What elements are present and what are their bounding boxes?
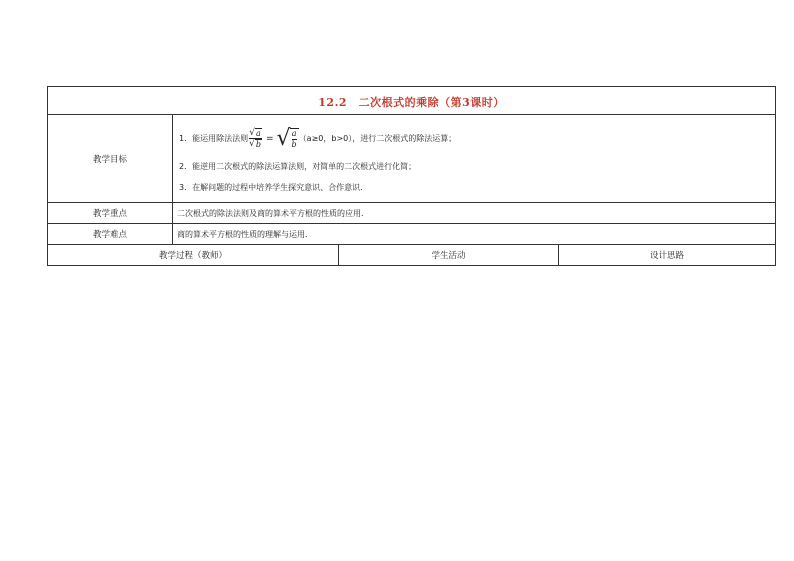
title-row: [48, 87, 776, 115]
division-formula-right: √ $\frac{a}{b}$: [276, 125, 297, 151]
difficulties-label: 教学难点: [48, 224, 173, 245]
sqrt-a: √ a: [249, 128, 261, 138]
goal-item-1: [177, 124, 775, 154]
goals-label: 教学目标: [48, 115, 173, 203]
difficulties-row: [48, 224, 776, 245]
lesson-title: 12.2 二次根式的乘除（第3课时）: [318, 96, 505, 109]
key-points-text: 二次根式的除法法则及商的算术平方根的性质的应用．: [173, 203, 776, 224]
goal-1-condition: （a≥0，b>0），进行二次根式的除法运算；: [298, 133, 457, 143]
goal-1-prefix: 1．能运用除法法则: [179, 133, 249, 143]
goal-item-2: 2．能逆用二次根式的除法运算法则，对简单的二次根式进行化简；: [179, 161, 417, 171]
teacher-process-header: 教学过程（教师）: [48, 245, 339, 266]
process-header-row: [48, 245, 776, 266]
lesson-plan-table: [47, 86, 776, 266]
equals-sign: =: [265, 133, 274, 144]
division-formula-left: [249, 128, 262, 149]
difficulties-text: 商的算术平方根的性质的理解与运用．: [173, 224, 776, 245]
goal-item-3: 3．在解问题的过程中培养学生探究意识、合作意识．: [179, 182, 369, 192]
sqrt-b: √ b: [249, 139, 261, 149]
goals-content: [173, 115, 776, 203]
goals-row: [48, 115, 776, 203]
key-points-row: [48, 203, 776, 224]
design-idea-header: 设计思路: [559, 245, 776, 266]
key-points-label: 教学重点: [48, 203, 173, 224]
student-activity-header: 学生活动: [339, 245, 559, 266]
title-cell: [48, 87, 776, 115]
